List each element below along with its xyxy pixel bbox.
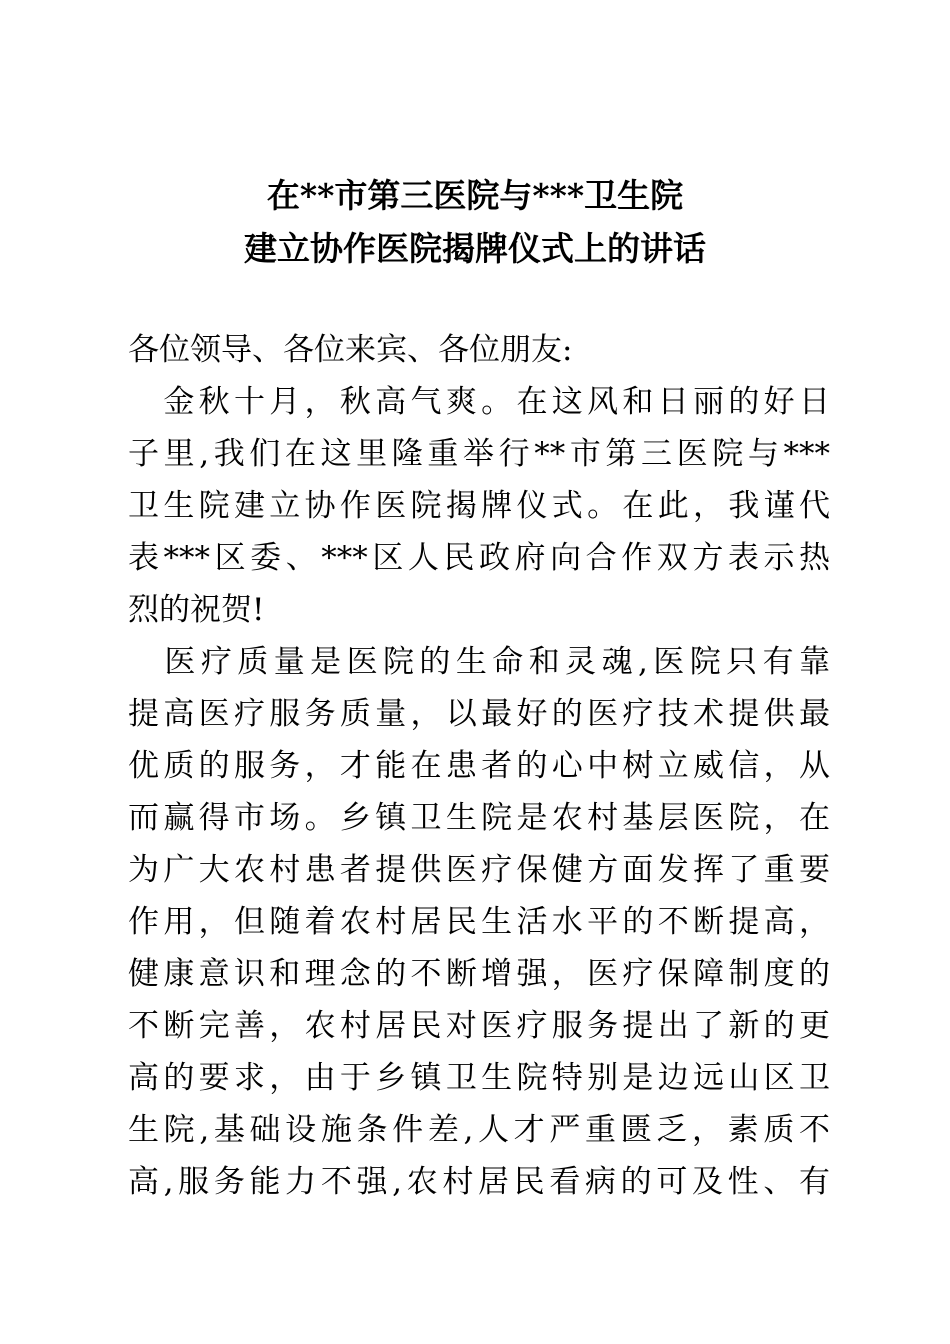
body-text-line: 高,服务能力不强,农村居民看病的可及性、有 — [128, 1164, 830, 1200]
body-text-line: 卫生院建立协作医院揭牌仪式。在此，我谨代 — [128, 488, 830, 524]
body-text-line: 为广大农村患者提供医疗保健方面发挥了重要 — [128, 852, 830, 888]
body-text-line: 医疗质量是医院的生命和灵魂,医院只有靠 — [128, 644, 830, 680]
body-text-line: 健康意识和理念的不断增强，医疗保障制度的 — [128, 956, 830, 992]
body-text-line: 不断完善，农村居民对医疗服务提出了新的更 — [128, 1008, 830, 1044]
body-text-line: 优质的服务，才能在患者的心中树立威信，从 — [128, 748, 830, 784]
body-text-line: 而赢得市场。乡镇卫生院是农村基层医院，在 — [128, 800, 830, 836]
body-text-line: 子里,我们在这里隆重举行**市第三医院与*** — [128, 436, 830, 472]
body-text-line: 生院,基础设施条件差,人才严重匮乏，素质不 — [128, 1112, 830, 1148]
body-text-line: 金秋十月，秋高气爽。在这风和日丽的好日 — [128, 384, 830, 420]
body-text-line: 烈的祝贺! — [128, 592, 265, 628]
body-text-line: 高的要求，由于乡镇卫生院特别是边远山区卫 — [128, 1060, 830, 1096]
body-text-line: 作用，但随着农村居民生活水平的不断提高， — [128, 904, 830, 940]
body-text-line: 表***区委、***区人民政府向合作双方表示热 — [128, 540, 830, 576]
salutation-line: 各位领导、各位来宾、各位朋友: — [128, 332, 573, 368]
document-title-line-2: 建立协作医院揭牌仪式上的讲话 — [244, 229, 706, 268]
document-title-line-1: 在**市第三医院与***卫生院 — [266, 176, 684, 215]
body-text-line: 提高医疗服务质量，以最好的医疗技术提供最 — [128, 696, 830, 732]
